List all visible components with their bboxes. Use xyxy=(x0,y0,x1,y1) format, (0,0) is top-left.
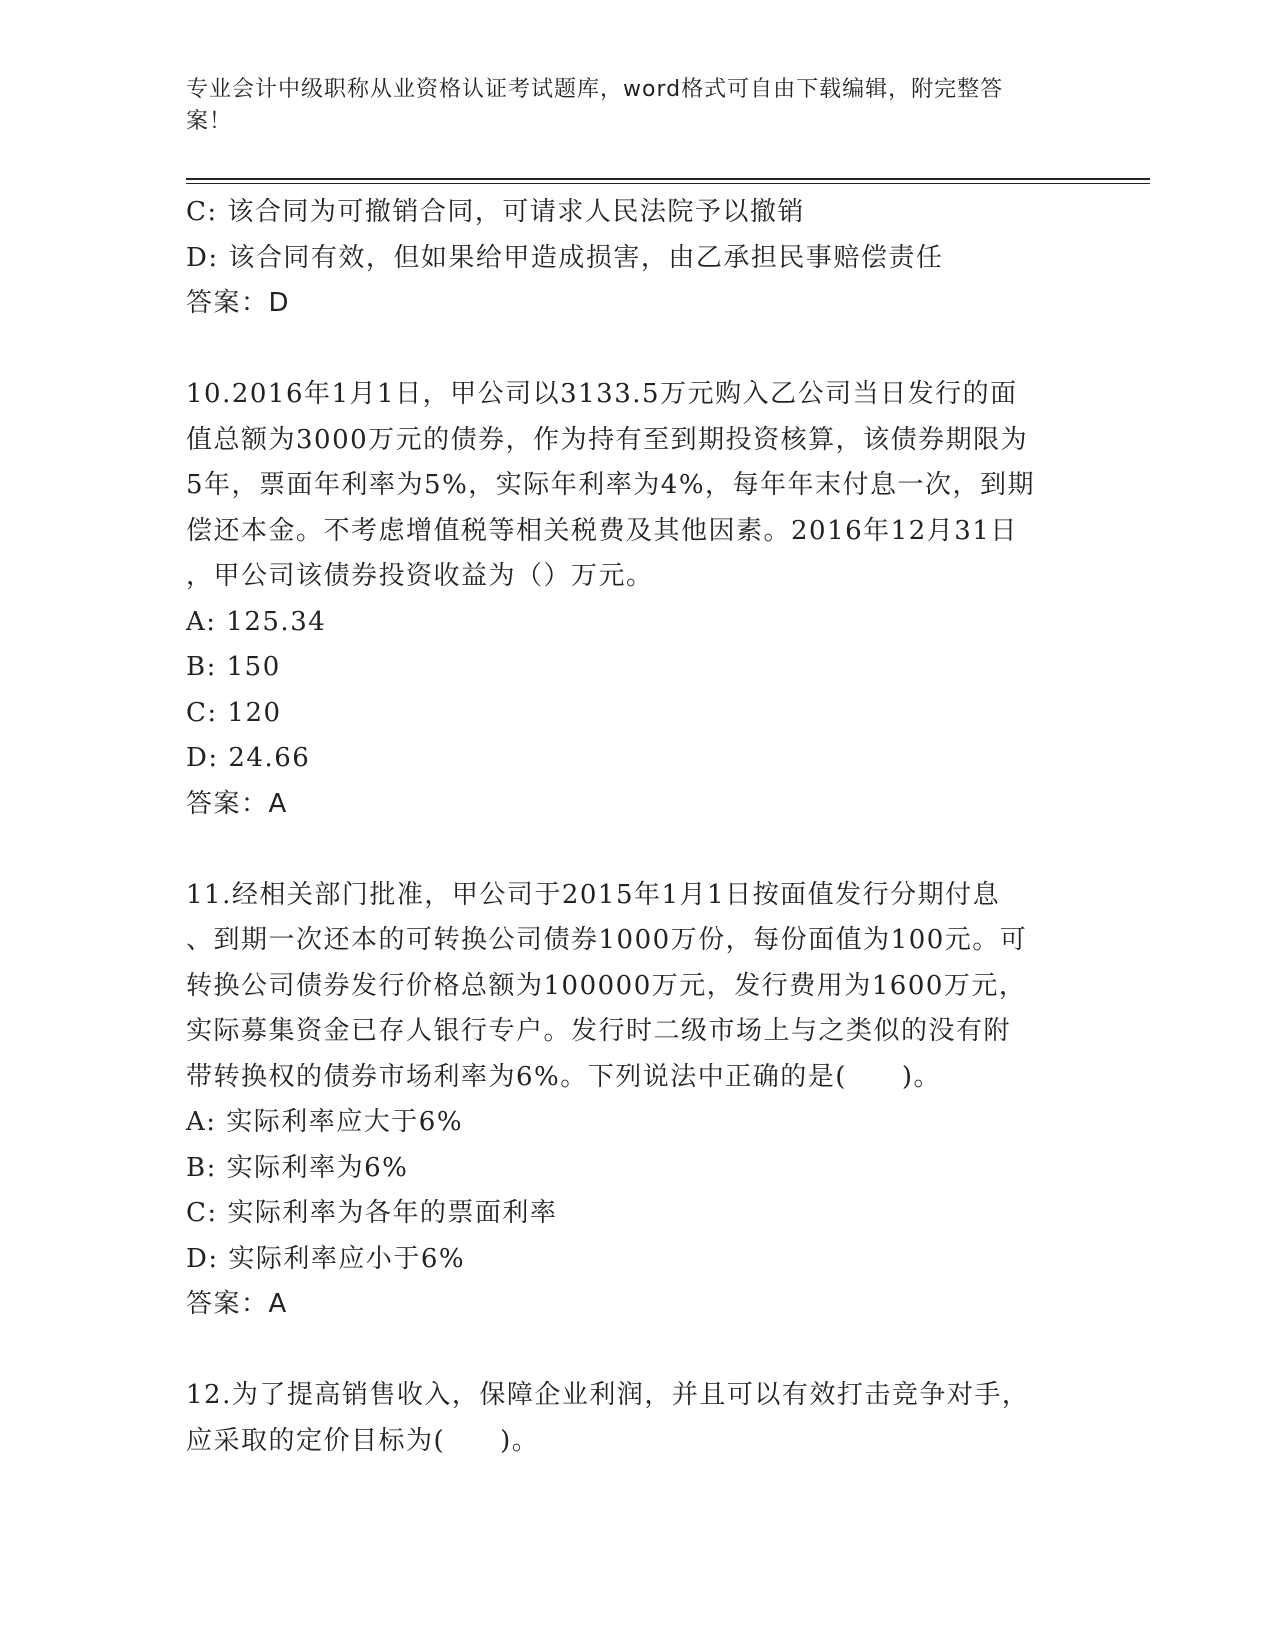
q10-answer: 答案：A xyxy=(186,788,288,819)
q10-option-a: A: 125.34 xyxy=(186,606,327,637)
q10-option-d: D: 24.66 xyxy=(186,743,311,773)
q11-option-d: D: 实际利率应小于6% xyxy=(186,1243,466,1274)
q11-stem-line: 实际募集资金已存人银行专户。发行时二级市场上与之类似的没有附 xyxy=(186,1016,1012,1046)
q11-option-c: C: 实际利率为各年的票面利率 xyxy=(186,1198,558,1228)
q11-stem-line: 、到期一次还本的可转换公司债券1000万份，每份面值为100元。可 xyxy=(186,925,1028,955)
q10-option-b: B: 150 xyxy=(186,652,281,682)
q9-option-d: D: 该合同有效，但如果给甲造成损害，由乙承担民事赔偿责任 xyxy=(186,242,944,273)
q11-stem-line: 11.经相关部门批准，甲公司于2015年1月1日按面值发行分期付息 xyxy=(186,879,1001,910)
header-divider-thin xyxy=(186,183,1150,184)
q12-stem-line: 12.为了提高销售收入，保障企业利润，并且可以有效打击竞争对手， xyxy=(186,1380,1030,1410)
header-line-1: 专业会计中级职称从业资格认证考试题库，word格式可自由下载编辑，附完整答 xyxy=(186,77,1004,102)
q10-stem-line: 5年，票面年利率为5%，实际年利率为4%，每年年末付息一次，到期 xyxy=(186,470,1036,500)
q11-stem-line: 带转换权的债券市场利率为6%。下列说法中正确的是( )。 xyxy=(186,1061,942,1092)
q11-option-a: A: 实际利率应大于6% xyxy=(186,1107,464,1137)
spacer xyxy=(186,327,1086,373)
q9-option-c: C: 该合同为可撤销合同，可请求人民法院予以撤销 xyxy=(186,197,805,227)
q10-option-c: C: 120 xyxy=(186,697,282,728)
q10-stem-line: 10.2016年1月1日，甲公司以3133.5万元购入乙公司当日发行的面 xyxy=(186,379,1018,409)
header-divider-thick xyxy=(186,178,1150,180)
q11-answer: 答案：A xyxy=(186,1289,288,1319)
q11-option-b: B: 实际利率为6% xyxy=(186,1152,409,1183)
q10-stem-line: 值总额为3000万元的债券，作为持有至到期投资核算，该债券期限为 xyxy=(186,424,1029,455)
spacer xyxy=(186,827,1086,873)
q9-answer: 答案：D xyxy=(186,288,291,318)
question-content xyxy=(186,190,1086,1464)
q10-stem-line: 偿还本金。不考虑增值税等相关税费及其他因素。2016年12月31日 xyxy=(186,515,1018,546)
q11-stem-line: 转换公司债券发行价格总额为100000万元，发行费用为1600万元， xyxy=(186,970,1027,1001)
header-line-2: 案！ xyxy=(186,109,233,134)
spacer xyxy=(186,1328,1086,1374)
q12-stem-line: 应采取的定价目标为( )。 xyxy=(186,1425,540,1456)
q10-stem-line: ，甲公司该债券投资收益为（）万元。 xyxy=(186,561,654,591)
document-header xyxy=(186,74,1066,138)
